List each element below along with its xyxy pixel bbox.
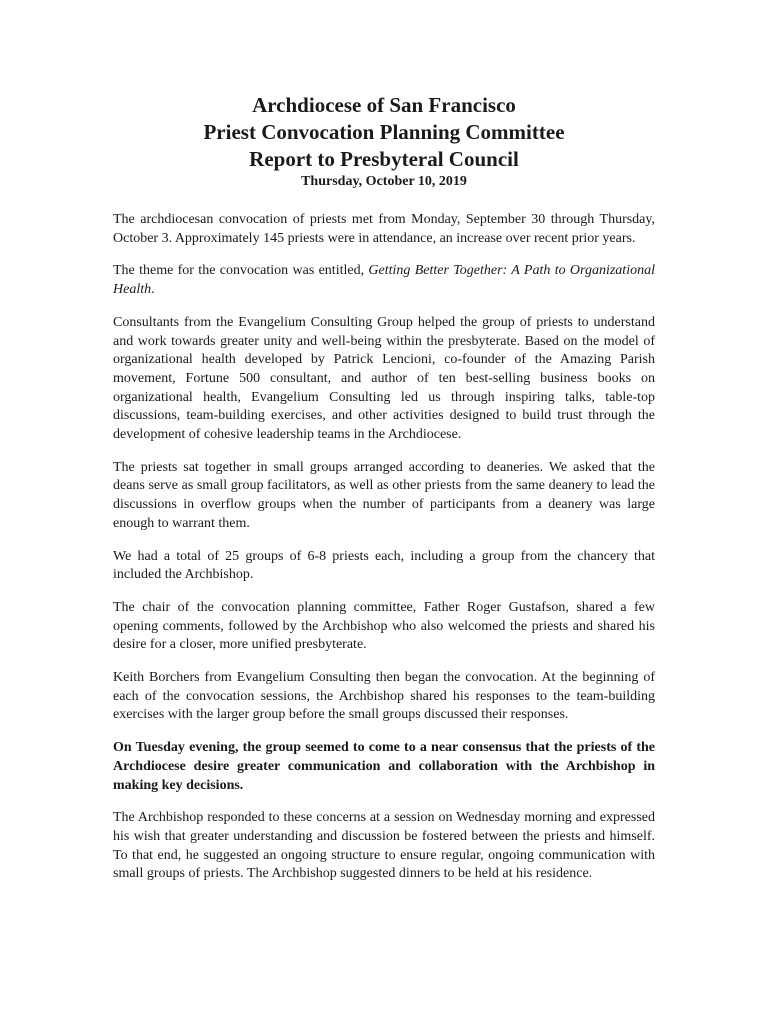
report-date: Thursday, October 10, 2019 [301,174,467,189]
paragraph-group-count: We had a total of 25 groups of 6-8 priests each, including a group from the chancery that included the Archbishop. [113,548,655,583]
paragraph-attendance: The archdiocesan convocation of priests met from Monday, September 30 through Thursday, October 3. Approximately 145 priests were in attendance, an increase over recent prior years. [113,212,655,246]
paragraph-archbishop-response: The Archbishop responded to these concerns at a session on Wednesday morning and expressed his wish that greater understanding and discussion be fostered between the priests and himself. To that end, he suggested an ongoing structure to ensure regular, ongoing communication with small groups of priests. The Archbishop suggested dinners to be held at his residence. [113,810,655,882]
paragraph-small-groups: The priests sat together in small groups arranged according to deaneries. We asked that the deans serve as small group facilitators, as well as other priests from the same deanery to lead the discussions in overflow groups when the number of participants from a deanery was large enough to warrant them. [113,459,655,531]
paragraph-theme [113,262,655,299]
document-page [113,92,655,898]
paragraph-consultants: Consultants from the Evangelium Consulting Group helped the group of priests to understand and work towards greater unity and well-being within the presbyterate. Based on the model of organizational health developed by Patrick Lencioni, co-founder of the Amazing Parish movement, Fortune 500 consultant, and author of ten best-selling business books on organizational health, Evangelium Consulting led us through inspiring talks, table-top discussions, team-building exercises, and other activities designed to build trust through the development of cohesive leadership teams in the Archdiocese. [113,314,655,443]
title-report: Report to Presbyteral Council [249,147,519,171]
paragraph-sessions: Keith Borchers from Evangelium Consulting then began the convocation. At the beginning of each of the convocation sessions, the Archbishop shared his responses to the team-building exercises with the larger group before the small groups discussed their responses. [113,670,655,723]
theme-end-text: . [151,282,155,298]
title-archdiocese: Archdiocese of San Francisco [252,93,516,117]
paragraph-opening-comments: The chair of the convocation planning committee, Father Roger Gustafson, shared a few opening comments, followed by the Archbishop who also welcomed the priests and shared his desire for a closer, more unified presbyterate. [113,599,655,653]
theme-intro-text: The theme for the convocation was entitled, [113,263,369,279]
paragraph-consensus: On Tuesday evening, the group seemed to come to a near consensus that the priests of the Archdiocese desire greater communication and collaboration with the Archbishop in making key decisions. [113,740,655,793]
title-committee: Priest Convocation Planning Committee [203,120,565,144]
theme-title: Getting Better Together: A Path to Organizational Health [113,263,655,298]
